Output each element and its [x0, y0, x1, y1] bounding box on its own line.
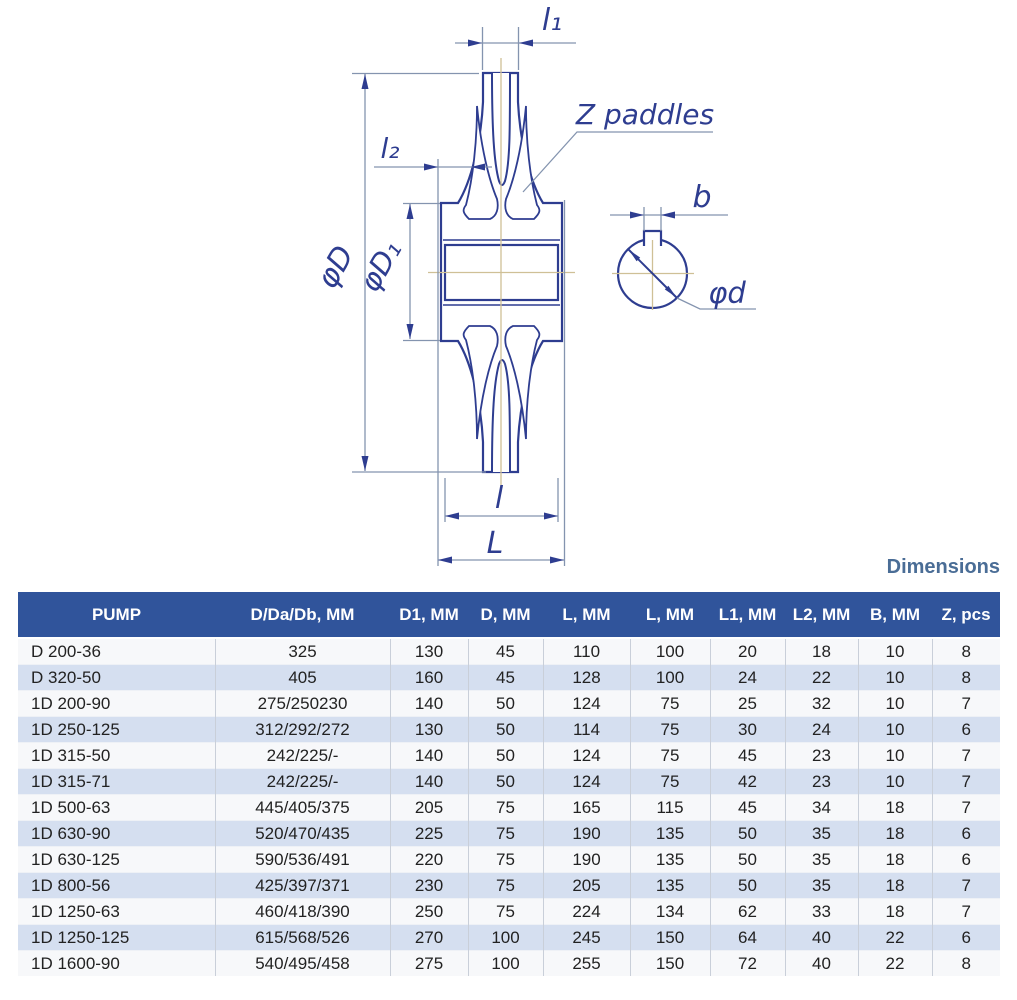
table-row: [18, 795, 1000, 821]
table-cell: 75: [468, 873, 543, 899]
table-cell: 6: [932, 847, 1000, 873]
col-header-b: B, MM: [858, 592, 932, 638]
table-cell: 130: [390, 717, 468, 743]
table-cell: 50: [468, 717, 543, 743]
table-cell: 18: [858, 899, 932, 925]
table-cell: 150: [630, 951, 710, 977]
col-header-l-lower: L, MM: [630, 592, 710, 638]
table-cell: 75: [468, 821, 543, 847]
col-header-d1: D1, MM: [390, 592, 468, 638]
table-cell: 275: [390, 951, 468, 977]
table-cell: 540/495/458: [215, 951, 390, 977]
table-cell: 255: [543, 951, 630, 977]
table-cell: 225: [390, 821, 468, 847]
table-cell: 135: [630, 821, 710, 847]
table-row: [18, 925, 1000, 951]
table-cell: 50: [710, 821, 785, 847]
table-cell: 22: [785, 665, 858, 691]
table-cell: 23: [785, 769, 858, 795]
table-cell: 32: [785, 691, 858, 717]
table-cell: 18: [858, 795, 932, 821]
table-cell: 40: [785, 951, 858, 977]
table-cell: 100: [630, 665, 710, 691]
table-cell: 10: [858, 769, 932, 795]
table-cell: 45: [468, 638, 543, 665]
table-cell: 75: [468, 899, 543, 925]
table-cell: 18: [785, 638, 858, 665]
table-cell: 45: [710, 743, 785, 769]
table-cell: 190: [543, 847, 630, 873]
table-cell: 7: [932, 795, 1000, 821]
table-cell: 115: [630, 795, 710, 821]
table-cell: 140: [390, 691, 468, 717]
table-cell: 160: [390, 665, 468, 691]
table-cell: 34: [785, 795, 858, 821]
table-cell: 22: [858, 925, 932, 951]
col-header-z: Z, pcs: [932, 592, 1000, 638]
table-cell: 75: [630, 717, 710, 743]
table-cell: 7: [932, 691, 1000, 717]
table-cell: 615/568/526: [215, 925, 390, 951]
table-cell: 165: [543, 795, 630, 821]
label-phi-d: φd: [708, 276, 746, 310]
table-cell: 10: [858, 743, 932, 769]
label-z-paddles: Z paddles: [575, 98, 715, 131]
table-cell: 33: [785, 899, 858, 925]
table-cell: 325: [215, 638, 390, 665]
table-cell: 75: [630, 743, 710, 769]
table-cell: 50: [710, 847, 785, 873]
col-header-l1: L1, MM: [710, 592, 785, 638]
table-cell: 72: [710, 951, 785, 977]
table-cell: 7: [932, 743, 1000, 769]
table-cell: 220: [390, 847, 468, 873]
table-cell: 150: [630, 925, 710, 951]
label-L: L: [486, 526, 504, 561]
table-cell: 45: [468, 665, 543, 691]
table-cell: 1D 200-90: [18, 691, 215, 717]
table-cell: 590/536/491: [215, 847, 390, 873]
table-cell: 75: [630, 769, 710, 795]
table-cell: 128: [543, 665, 630, 691]
table-cell: 45: [710, 795, 785, 821]
label-b: b: [692, 180, 712, 215]
table-cell: 42: [710, 769, 785, 795]
table-cell: 10: [858, 665, 932, 691]
table-cell: 64: [710, 925, 785, 951]
table-cell: 1D 1250-63: [18, 899, 215, 925]
table-cell: 100: [630, 638, 710, 665]
table-row: [18, 847, 1000, 873]
table-cell: 18: [858, 873, 932, 899]
table-cell: 100: [468, 951, 543, 977]
table-cell: D 320-50: [18, 665, 215, 691]
table-cell: 10: [858, 691, 932, 717]
table-cell: 75: [468, 795, 543, 821]
table-cell: 405: [215, 665, 390, 691]
table-cell: 135: [630, 847, 710, 873]
col-header-l-upper: L, MM: [543, 592, 630, 638]
label-phi-D: φD: [309, 239, 362, 295]
col-header-d-da-db: D/Da/Db, MM: [215, 592, 390, 638]
table-cell: 1D 1250-125: [18, 925, 215, 951]
table-cell: 1D 800-56: [18, 873, 215, 899]
table-cell: 1D 630-125: [18, 847, 215, 873]
table-cell: 100: [468, 925, 543, 951]
table-cell: 124: [543, 743, 630, 769]
table-cell: 35: [785, 847, 858, 873]
table-cell: 7: [932, 873, 1000, 899]
table-row: [18, 899, 1000, 925]
table-row: [18, 743, 1000, 769]
table-cell: 8: [932, 951, 1000, 977]
col-header-l2: L2, MM: [785, 592, 858, 638]
table-cell: 8: [932, 638, 1000, 665]
table-cell: 50: [468, 691, 543, 717]
label-l2: l₂: [380, 132, 400, 165]
label-l1: l₁: [541, 3, 563, 38]
table-cell: 50: [468, 769, 543, 795]
table-cell: 114: [543, 717, 630, 743]
table-cell: 75: [468, 847, 543, 873]
table-cell: 110: [543, 638, 630, 665]
table-cell: 1D 630-90: [18, 821, 215, 847]
table-row: [18, 665, 1000, 691]
table-cell: 10: [858, 638, 932, 665]
table-cell: 40: [785, 925, 858, 951]
table-row: [18, 821, 1000, 847]
table-cell: 62: [710, 899, 785, 925]
table-cell: 20: [710, 638, 785, 665]
table-cell: 124: [543, 769, 630, 795]
table-cell: 242/225/-: [215, 743, 390, 769]
table-cell: 6: [932, 717, 1000, 743]
table-cell: 22: [858, 951, 932, 977]
table-cell: 1D 315-71: [18, 769, 215, 795]
table-cell: 140: [390, 769, 468, 795]
table-cell: 460/418/390: [215, 899, 390, 925]
table-cell: 18: [858, 847, 932, 873]
table-cell: 425/397/371: [215, 873, 390, 899]
table-cell: 205: [543, 873, 630, 899]
z-paddles-leader-line: [523, 132, 713, 192]
table-cell: 130: [390, 638, 468, 665]
table-row: [18, 873, 1000, 899]
table-cell: 1D 250-125: [18, 717, 215, 743]
table-cell: 205: [390, 795, 468, 821]
table-cell: 250: [390, 899, 468, 925]
dimensions-table: [18, 592, 1000, 976]
table-cell: 312/292/272: [215, 717, 390, 743]
table-cell: 75: [630, 691, 710, 717]
table-cell: 224: [543, 899, 630, 925]
label-l: l: [494, 481, 504, 516]
table-cell: 25: [710, 691, 785, 717]
table-cell: 8: [932, 665, 1000, 691]
table-cell: 7: [932, 769, 1000, 795]
table-cell: 50: [710, 873, 785, 899]
table-cell: 30: [710, 717, 785, 743]
table-cell: 1D 315-50: [18, 743, 215, 769]
table-cell: 190: [543, 821, 630, 847]
table-cell: 135: [630, 873, 710, 899]
table-header-row: [18, 592, 1000, 638]
table-title: Dimensions: [886, 556, 1000, 578]
table-row: [18, 769, 1000, 795]
table-cell: D 200-36: [18, 638, 215, 665]
table-row: [18, 951, 1000, 977]
table-cell: 242/225/-: [215, 769, 390, 795]
table-cell: 124: [543, 691, 630, 717]
table-cell: 445/405/375: [215, 795, 390, 821]
table-cell: 24: [785, 717, 858, 743]
table-row: [18, 638, 1000, 665]
col-header-pump: PUMP: [18, 592, 215, 638]
table-cell: 520/470/435: [215, 821, 390, 847]
table-cell: 1D 1600-90: [18, 951, 215, 977]
table-row: [18, 691, 1000, 717]
table-cell: 230: [390, 873, 468, 899]
table-row: [18, 717, 1000, 743]
table-cell: 23: [785, 743, 858, 769]
table-cell: 18: [858, 821, 932, 847]
table-cell: 50: [468, 743, 543, 769]
impeller-section: [428, 58, 575, 492]
table-cell: 245: [543, 925, 630, 951]
table-cell: 6: [932, 821, 1000, 847]
table-cell: 6: [932, 925, 1000, 951]
table-cell: 10: [858, 717, 932, 743]
table-cell: 24: [710, 665, 785, 691]
table-cell: 275/250230: [215, 691, 390, 717]
table-cell: 1D 500-63: [18, 795, 215, 821]
table-cell: 35: [785, 873, 858, 899]
table-cell: 7: [932, 899, 1000, 925]
table-cell: 35: [785, 821, 858, 847]
col-header-d: D, MM: [468, 592, 543, 638]
table-cell: 140: [390, 743, 468, 769]
table-cell: 134: [630, 899, 710, 925]
label-phi-D1: φD₁: [352, 234, 409, 298]
table-cell: 270: [390, 925, 468, 951]
